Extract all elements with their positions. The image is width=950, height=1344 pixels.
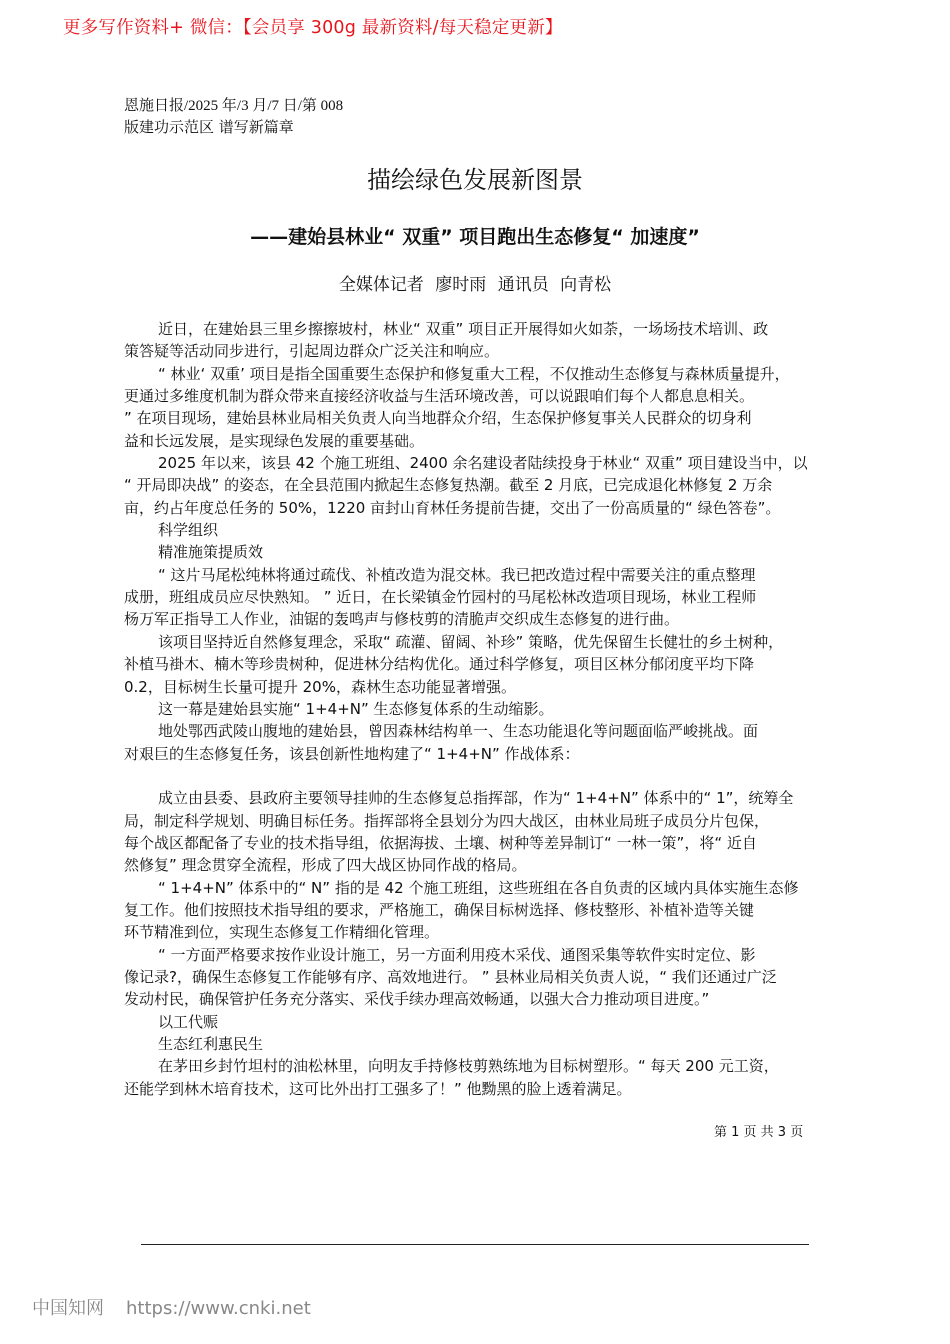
body-text-line	[124, 765, 844, 787]
body-text-line: 益和长远发展，是实现绿色发展的重要基础。	[124, 431, 425, 450]
body-text-line: 对艰巨的生态修复任务，该县创新性地构建了“ 1+4+N” 作战体系：	[124, 744, 580, 763]
body-text-line: “ 这片马尾松纯林将通过疏伐、补植改造为混交林。我已把改造过程中需要关注的重点整理	[158, 565, 756, 584]
body-text-line: 像记录?，确保生态修复工作能够有序、高效地进行。 ” 县林业局相关负责人说，“ 我们还通过广泛	[124, 967, 777, 986]
body-text-line: 这一幕是建始县实施“ 1+4+N” 生态修复体系的生动缩影。	[158, 699, 554, 718]
body-text-line: 生态红利惠民生	[158, 1035, 264, 1053]
body-text-line: 每个战区都配备了专业的技术指导组，依据海拔、土壤、树种等差异制订“ 一林一策”，将“ 近自	[124, 833, 757, 852]
article-title: 描绘绿色发展新图景	[367, 166, 583, 194]
body-text-line: 精准施策提质效	[158, 543, 264, 562]
body-text-line: “ 开局即决战” 的姿态，在全县范围内掀起生态修复热潮。截至 2 月底，已完成退化林修复 2 万余	[124, 476, 773, 495]
body-text-line: 2025 年以来，该县 42 个施工班组、2400 余名建设者陆续投身于林业“ 双重” 项目建设当中，以	[158, 454, 808, 473]
body-text-line: 成立由县委、县政府主要领导挂帅的生态修复总指挥部，作为“ 1+4+N” 体系中的“ 1”，统筹全	[158, 789, 794, 808]
cnki-watermark	[32, 1294, 311, 1320]
section-line: 版建功示范区 谱写新篇章	[124, 118, 294, 136]
footer-divider	[141, 1244, 809, 1245]
body-text-line: “ 一方面严格要求按作业设计施工，另一方面利用疫木采伐、通图采集等软件实时定位、影	[158, 945, 756, 964]
body-text-line: 还能学到林木培育技术，这可比外出打工强多了！” 他黝黑的脸上透着满足。	[124, 1079, 632, 1098]
body-text-line: 地处鄂西武陵山腹地的建始县，曾因森林结构单一、生态功能退化等问题面临严峻挑战。面	[158, 722, 759, 741]
body-text-line: ” 在项目现场，建始县林业局相关负责人向当地群众介绍，生态保护修复事关人民群众的切身利	[124, 409, 752, 428]
promo-banner: 更多写作资料+ 微信：【会员享 300g 最新资料/每天稳定更新】	[63, 18, 563, 38]
body-text-line: 补植马褂木、楠木等珍贵树种，促进林分结构优化。通过科学修复，项目区林分郁闭度平均下降	[124, 655, 755, 674]
body-text-line: 策答疑等活动同步进行，引起周边群众广泛关注和响应。	[124, 342, 500, 361]
source-line: 恩施日报/2025 年/3 月/7 日/第 008	[124, 98, 344, 114]
body-text-line: 0.2，目标树生长量可提升 20%，森林生态功能显著增强。	[124, 677, 516, 696]
article-body	[124, 318, 844, 1100]
article-subtitle: ——建始县林业“ 双重” 项目跑出生态修复“ 加速度”	[250, 226, 700, 248]
body-text-line: 近日，在建始县三里乡擦擦坡村，林业“ 双重” 项目正开展得如火如荼，一场场技术培训、政	[158, 320, 769, 338]
article-byline: 全媒体记者 廖时雨 通讯员 向青松	[338, 275, 612, 295]
page-number: 第 1 页 共 3 页	[714, 1125, 804, 1140]
body-text-line: 更通过多维度机制为群众带来直接经济收益与生活环境改善，可以说跟咱们每个人都息息相关。	[124, 387, 755, 406]
body-text-line: 亩，约占年度总任务的 50%，1220 亩封山育林任务提前告捷，交出了一份高质量的“ 绿色答卷”。	[124, 498, 781, 517]
body-text-line: 在茅田乡封竹坦村的油松林里，向明友手持修枝剪熟练地为目标树塑形。“ 每天 200 元工资，	[158, 1057, 779, 1076]
body-text-line: “ 林业‘ 双重’ 项目是指全国重要生态保护和修复重大工程，不仅推动生态修复与森林质量提升，	[158, 364, 790, 383]
body-text-line: 环节精准到位，实现生态修复工作精细化管理。	[124, 923, 440, 942]
body-text-line: 该项目坚持近自然修复理念，采取“ 疏灌、留阔、补珍” 策略，优先保留生长健壮的乡土树种，	[158, 632, 784, 651]
body-text-line: “ 1+4+N” 体系中的“ N” 指的是 42 个施工班组，这些班组在各自负责的区域内具体实施生态修	[158, 878, 799, 897]
body-text-line: 复工作。他们按照技术指导组的要求，严格施工，确保目标树选择、修枝整形、补植补造等关键	[124, 900, 755, 919]
watermark-name: 中国知网	[32, 1298, 104, 1319]
body-text-line: 成册，班组成员应尽快熟知。 ” 近日，在长梁镇金竹园村的马尾松林改造项目现场，林业工程师	[124, 588, 757, 607]
body-text-line: 局，制定科学规划、明确目标任务。指挥部将全县划分为四大战区，由林业局班子成员分片包保，	[124, 811, 770, 830]
body-text-line: 然修复” 理念贯穿全流程，形成了四大战区协同作战的格局。	[124, 856, 527, 875]
body-text-line: 发动村民，确保管护任务充分落实、采伐手续办理高效畅通，以强大合力推动项目进度。”	[124, 990, 710, 1009]
watermark-url: https://www.cnki.net	[126, 1298, 311, 1319]
body-text-line: 杨万军正指导工人作业，油锯的轰鸣声与修枝剪的清脆声交织成生态修复的进行曲。	[124, 610, 680, 629]
body-text-line: 科学组织	[158, 521, 219, 540]
body-text-line: 以工代赈	[158, 1012, 219, 1031]
